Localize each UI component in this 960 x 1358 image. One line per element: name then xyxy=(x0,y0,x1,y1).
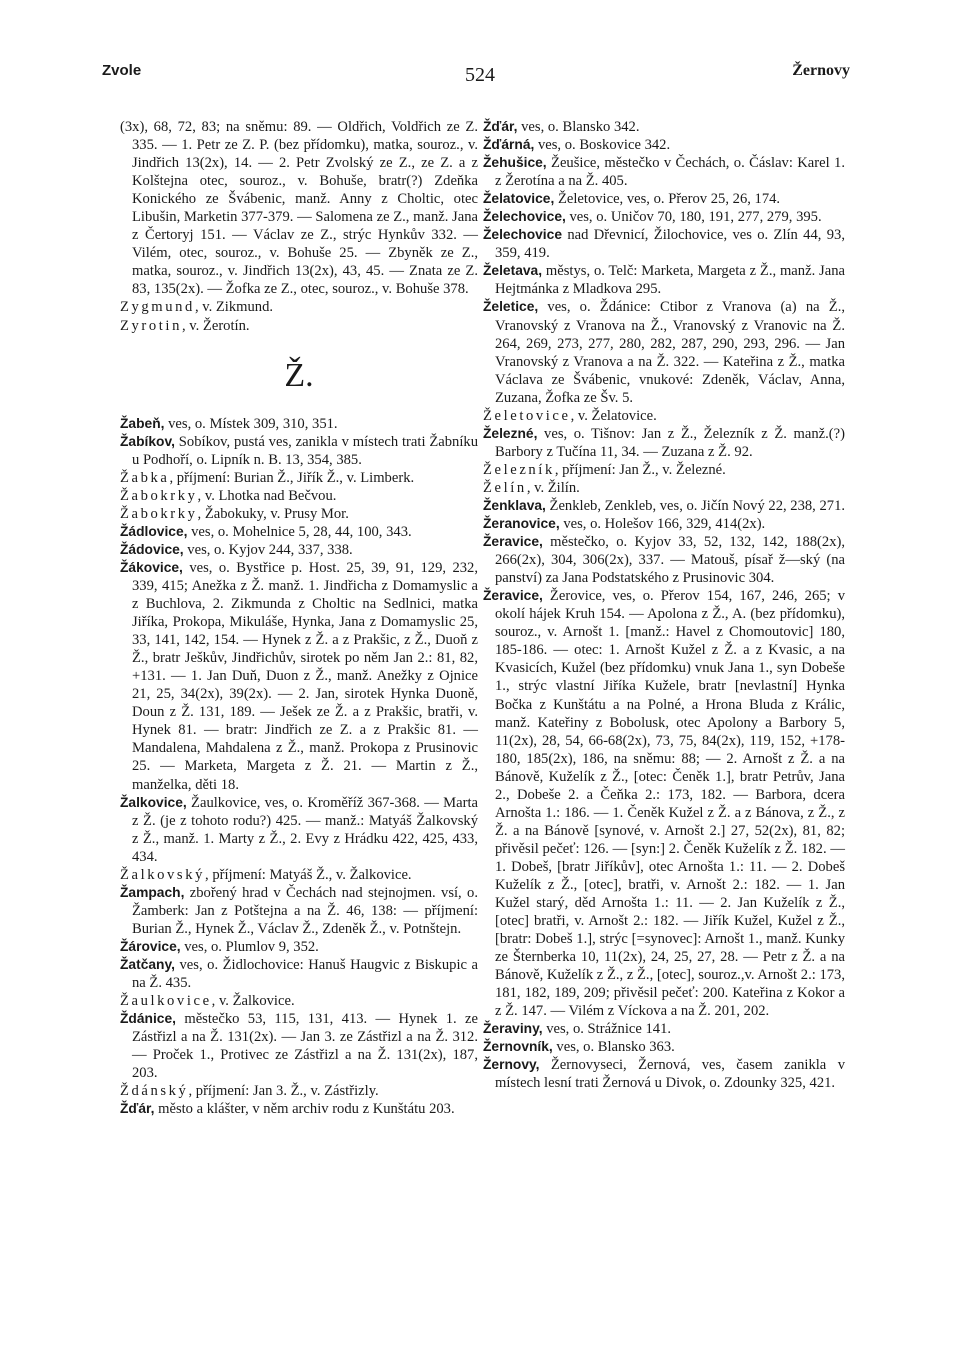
running-head-left: Zvole xyxy=(102,62,142,79)
dictionary-entry xyxy=(483,497,845,515)
entry-headword: Žďárná, xyxy=(483,137,535,153)
dictionary-entry xyxy=(120,956,478,992)
dictionary-entry xyxy=(120,469,478,487)
entry-headword: Žeravice, xyxy=(483,534,543,550)
section-letter: Ž. xyxy=(284,356,314,394)
entry-text: ves, o. Místek 309, 310, 351. xyxy=(164,415,338,432)
entry-text: , v. Lhotka nad Bečvou. xyxy=(197,487,337,504)
dictionary-entry xyxy=(120,415,478,433)
entry-text: městečko, o. Kyjov 33, 52, 132, 142, 188(2x), 266(2x), 304, 306(2x), 337. — Matouš, písař ž—ský (na panství) za Jana Podstatského z Prusinovic 304. xyxy=(495,534,845,587)
entry-surname: Želín xyxy=(483,479,527,496)
dictionary-entry xyxy=(120,1010,478,1082)
entry-headword: Železné, xyxy=(483,425,538,441)
dictionary-entry xyxy=(483,226,845,262)
right-column xyxy=(483,118,845,1093)
dictionary-entry xyxy=(120,938,478,956)
entry-headword: Ženklava, xyxy=(483,497,546,513)
entry-headword: Žďár, xyxy=(483,119,518,134)
entry-headword: Žeranovice, xyxy=(483,516,560,532)
dictionary-entry xyxy=(483,407,845,425)
dictionary-entry xyxy=(120,1082,478,1100)
entry-text: , v. Žalkovice. xyxy=(211,993,295,1010)
entry-surname: Žabokrky xyxy=(120,487,198,504)
dictionary-entry xyxy=(483,190,845,208)
entry-text: ves, o. Tišnov: Jan z Ž., Železník z Ž. manž.(?) Barbory z Tučína 11, 34. — Zuzana z Ž. 92. xyxy=(495,425,845,460)
entry-text: nad Dřevnicí, Žilochovice, ves o. Zlín 44, 93, 359, 419. xyxy=(495,227,845,262)
dictionary-entry xyxy=(483,515,845,533)
entry-headword: Zyrotin xyxy=(120,317,182,334)
entry-text: ves, o. Židlochovice: Hanuš Haugvic z Biskupic a na Ž. 435. xyxy=(132,956,478,992)
entry-text: , příjmení: Burian Ž., Jiřík Ž., v. Limberk. xyxy=(169,469,415,486)
entry-headword: Žampach, xyxy=(120,884,185,900)
entry-headword: Žabíkov, xyxy=(120,433,175,449)
dictionary-entry xyxy=(483,587,845,1020)
entry-text: ves, o. Holešov 166, 329, 414(2x). xyxy=(559,516,766,533)
entry-headword: Želechovice xyxy=(483,227,562,243)
continuation-entry: (3x), 68, 72, 83; na sněmu: 89. — Oldřich, Voldřich ze Z. 335. — 1. Petr ze Z. P. (bez přídomku), matka, souroz., v. Jindřich 13(2x), 14. — 2. Petr Zvolský ze Z., ze Z. a z Kolštejna otec, souroz., v. Bohuše, bratr(?) Zdeňka Konického ze Švábenic, manž. Anny z Choltic, otec Libušin, Marketin 377-379. — Salomena ze Z., manž. Jana z Čertoryj 151. — Václav ze Z., strýc Hynkův 332. — Vilém, otec, souroz., v. Bohuše 25. — Zbyněk ze Z., matka, souroz., v. Jindřich 13(2x), 43, 45. — Znata ze Z. 83, 135(2x). — Žofka ze Z., otec, souroz., v. Bohuše 378. xyxy=(120,119,478,298)
dictionary-entry xyxy=(483,208,845,226)
dictionary-entry xyxy=(483,461,845,479)
dictionary-entry xyxy=(120,523,478,541)
entry-text: Ženkleb, Zenkleb, ves, o. Jičín Nový 22, 238, 271. xyxy=(545,497,846,514)
entry-text: , v. Želatovice. xyxy=(570,407,657,424)
entry-text: Žaulkovice, ves, o. Kroměříž 367-368. — Marta z Ž. (je z tohoto rodu?) 425. — manž.: Matyáš Žalkovský z Ž., manž. 1. Marty z Ž., 2. Evy z Hrádku 422, 425, 433, 434. xyxy=(132,794,478,865)
entry-text: , v. Žerotín. xyxy=(181,317,250,334)
dictionary-entry xyxy=(483,262,845,298)
dictionary-entry xyxy=(483,136,845,154)
entry-text: městys, o. Telč: Marketa, Margeta z Ž., manž. Jana Hejtmánka z Mladkova 295. xyxy=(495,263,845,298)
entry-headword: Žeraviny, xyxy=(483,1021,543,1037)
dictionary-entry xyxy=(120,433,478,469)
left-column xyxy=(120,118,478,1118)
entry-headword: Ždánice, xyxy=(120,1011,176,1027)
entry-text: ves, o. Mohelnice 5, 28, 44, 100, 343. xyxy=(187,523,412,540)
entry-text: Žerovice, ves, o. Přerov 154, 167, 246, 265; v okolí hájek Kruh 154. — Apolona z Ž., A. (bez přídomku), souroz., v. Arnošt 1. [manž.: Havel z Chomoutovic] 180, 185-186. — otec: 1. Arnošt Kužel z Ž. a z Kvasic, a na Kvasicích, Kužel (bez přídomku) vnuk Jana 1., syn Dobeše 1., strýc vlastní Jiříka Kužele, bratr [nevlastní] Hynka Bočka z Kunštátu a na Polné, a Hrona Bluda z Králic, manž. Kateřiny z Bobolusk, otec Apolony a Barbory 5, 11(2x), 28, 54, 66-68(2x), 73, 75, 84(2x), 119, 152, +178-180, 185(2x), 186, na sněmu: 88; — 2. Arnošt z Ž. a na Bánově, Kuželík z Ž., [otec: Čeněk 1.], bratr Petrův, Jana 2., Dobeše 2. a Čeňka 2.: 173, 182. — Barbora, dcera Arnošta 1.: 186. — 1. Čeněk Kužel z Ž. a z Bánova, z Ž., z Ž. a na Bánově [synové, v. Arnošt 2.] 27, 52(2x), 81, 82; přivěsil pečeť: 126. — [syn:] 2. Čeněk Kuželík z Ž. 182. — 1. Dobeš, [bratr Jiříkův], otec Arnošta 1.: 11. — 2. Dobeš Kuželík z Ž., [otec], bratři, v. Arnošt 2.: 182. — 1. Jan Kužel starý, děd Arnošta 1.: 11. — 2. Jan Kuželík z Ž., [otec] bratři, v. Arnošt 2.: 182. — Jiřík Kužel, Kužel z Ž., [bratr: Dobeš 1.], strýc [=synovec]: Arnošt 1., manž. Kunky ze Šternberka 10, 11(2x), 24, 25, 27, 28. — Petr z Ž. a na Bánově, Kuželík z Ž., z Ž., [otec], souroz.,v. Arnošt 2.: 173, 181, 182, 189, 209; přivěsil pečeť: 200. Kateřina z Kokor a z Ž. 147. — Vilém z Víckova a na Ž. 201, 202. xyxy=(495,588,845,1020)
entry-headword: Žárovice, xyxy=(120,938,181,954)
entry-text: Sobíkov, pustá ves, zanikla v místech trati Žabníku u Podhoří, o. Lipník n. B. 13, 354, 385. xyxy=(132,433,478,468)
entry-text: ves, o. Bystřice p. Host. 25, 39, 91, 129, 232, 339, 415; Anežka z Ž. manž. 1. Jindřicha z Domamyslic a z Buchlova, 2. Zikmunda z Choltic na Sedlnici, matka Jiříka, Prokopa, Mikuláše, Hynka, Jana z Domamyslic 25, 33, 141, 142, 154. — Hynek z Ž. a z Prakšic, z Ž., Duoň z Ž., bratr Ješkův, Jindřichův, sirotek po něm Jan 2.: 81, 82, +131. — 1. Jan Duň, Duon z Ž., manž. Anežky z Ojnice 21, 25, 34(2x), 39(2x). — 2. Jan, sirotek Hynka Duoně, Doun z Ž. 131, 189. — Ješek ze Ž. a z Prakšic, bratři, v. Hynek 81. — bratr: Jindřich ze Z. a z Prakšic 81. — Mandalena, Mahdalena z Ž., manž. Prokopa z Prusinovic 25. — Marketa, Margeta z Ž. 21. — Martin z Ž., manželka, děti 18. xyxy=(132,559,478,793)
entry-surname: Želetovice xyxy=(483,407,571,424)
entry-headword: Želetice, xyxy=(483,299,539,315)
entry-text: ves, o. Strážnice 141. xyxy=(542,1021,672,1038)
entry-headword: Žákovice, xyxy=(120,559,183,575)
entry-headword: Želetava, xyxy=(483,263,543,279)
entry-text: Želetovice, ves, o. Přerov 25, 26, 174. xyxy=(554,191,781,208)
entry-zygmund xyxy=(120,298,478,316)
dictionary-entry xyxy=(483,533,845,587)
entry-surname: Žalkovský xyxy=(120,866,206,883)
entry-headword: Žernovník, xyxy=(483,1039,553,1055)
entry-surname: Žabka xyxy=(120,469,170,486)
dictionary-entry xyxy=(120,794,478,866)
entry-text: , příjmení: Jan 3. Ž., v. Zástřizly. xyxy=(188,1083,379,1100)
left-entry-list xyxy=(120,415,478,1119)
dictionary-entry xyxy=(120,884,478,938)
entry-headword: Žehušice, xyxy=(483,155,547,171)
entry-text: , v. Zikmund. xyxy=(194,299,274,316)
entry-text: , příjmení: Matyáš Ž., v. Žalkovice. xyxy=(205,866,412,883)
page-number: 524 xyxy=(465,64,495,86)
entry-headword: Žalkovice, xyxy=(120,794,187,810)
dictionary-entry xyxy=(120,992,478,1010)
entry-headword: Želatovice, xyxy=(483,191,555,207)
dictionary-entry xyxy=(483,118,845,136)
dictionary-entry xyxy=(120,541,478,559)
dictionary-entry xyxy=(483,298,845,406)
dictionary-entry xyxy=(120,505,478,523)
entry-headword: Zygmund xyxy=(120,299,195,316)
entry-headword: Žďár, xyxy=(120,1101,155,1117)
entry-headword: Žádovice, xyxy=(120,541,184,557)
right-entry-list xyxy=(483,118,845,1093)
dictionary-entry xyxy=(483,1056,845,1092)
entry-text: ves, o. Uničov 70, 180, 191, 277, 279, 395. xyxy=(565,209,822,226)
entry-surname: Železník xyxy=(483,461,555,478)
dictionary-entry xyxy=(120,1100,478,1118)
entry-text: ves, o. Ždánice: Ctibor z Vranova (a) na Ž., Vranovský z Vranova na Ž., Vranovský z Vranovic na Ž. 264, 269, 273, 277, 280, 282, 287, 290, 293, 296. — Jan Vranovský z Vranova a na Ž. 322. — Kateřina z Ž., matka Václava ze Švábenic, vnukové: Zdeněk, Václav, Anna, Zuzana, Žofka ze Šv. 5. xyxy=(495,299,845,406)
entry-text: Žernovyseci, Žernová, ves, časem zanikla v místech lesní trati Žernová u Divok, o. Zdounky 325, 421. xyxy=(495,1057,845,1092)
entry-text: městečko 53, 115, 131, 413. — Hynek 1. ze Zástřizl a na Ž. 131(2x). — Jan 3. ze Zástřizl a na Ž. 312. — Proček 1., Protivec ze Zástřizl a na Ž. 131(2x), 187, 203. xyxy=(132,1011,478,1082)
dictionary-entry xyxy=(483,1038,845,1056)
entry-headword: Želechovice, xyxy=(483,209,566,225)
dictionary-entry xyxy=(120,866,478,884)
entry-headword: Žeravice, xyxy=(483,588,543,604)
entry-headword: Žernovy, xyxy=(483,1057,540,1073)
entry-headword: Žádlovice, xyxy=(120,523,188,539)
dictionary-entry xyxy=(120,559,478,794)
entry-text: Žeušice, městečko v Čechách, o. Čáslav: Karel 1. z Žerotína a na Ž. 405. xyxy=(495,155,845,190)
entry-surname: Žabokrky xyxy=(120,505,198,522)
dictionary-entry xyxy=(483,479,845,497)
entry-zyrotin xyxy=(120,317,478,335)
entry-text: ves, o. Plumlov 9, 352. xyxy=(180,938,319,955)
entry-text: ves, o. Kyjov 244, 337, 338. xyxy=(183,541,353,558)
dictionary-entry xyxy=(483,425,845,461)
entry-text: ves, o. Boskovice 342. xyxy=(534,137,671,154)
dictionary-entry xyxy=(483,1020,845,1038)
entry-text: ves, o. Blansko 342. xyxy=(517,119,640,135)
entry-surname: Žaulkovice xyxy=(120,993,212,1010)
entry-text: , příjmení: Jan Ž., v. Železné. xyxy=(554,461,726,478)
entry-text: ves, o. Blansko 363. xyxy=(552,1039,675,1056)
entry-text: město a klášter, v něm archiv rodu z Kunštátu 203. xyxy=(154,1101,455,1118)
entry-text: , Žabokuky, v. Prusy Mor. xyxy=(197,505,349,522)
running-head-right: Žernovy xyxy=(792,62,850,79)
entry-headword: Žabeň, xyxy=(120,415,165,431)
entry-text: , v. Žilín. xyxy=(526,479,580,496)
entry-headword: Žatčany, xyxy=(120,956,175,972)
dictionary-entry xyxy=(483,154,845,190)
dictionary-entry xyxy=(120,487,478,505)
entry-text: zbořený hrad v Čechách nad stejnojmen. vsí, o. Žamberk: Jan z Potštejna a na Ž. 46, 138: — příjmení: Burian Ž., Hynek Ž., Václav Ž., Zdeněk Ž., v. Potnštejn. xyxy=(132,884,478,937)
entry-surname: Ždánský xyxy=(120,1083,189,1100)
